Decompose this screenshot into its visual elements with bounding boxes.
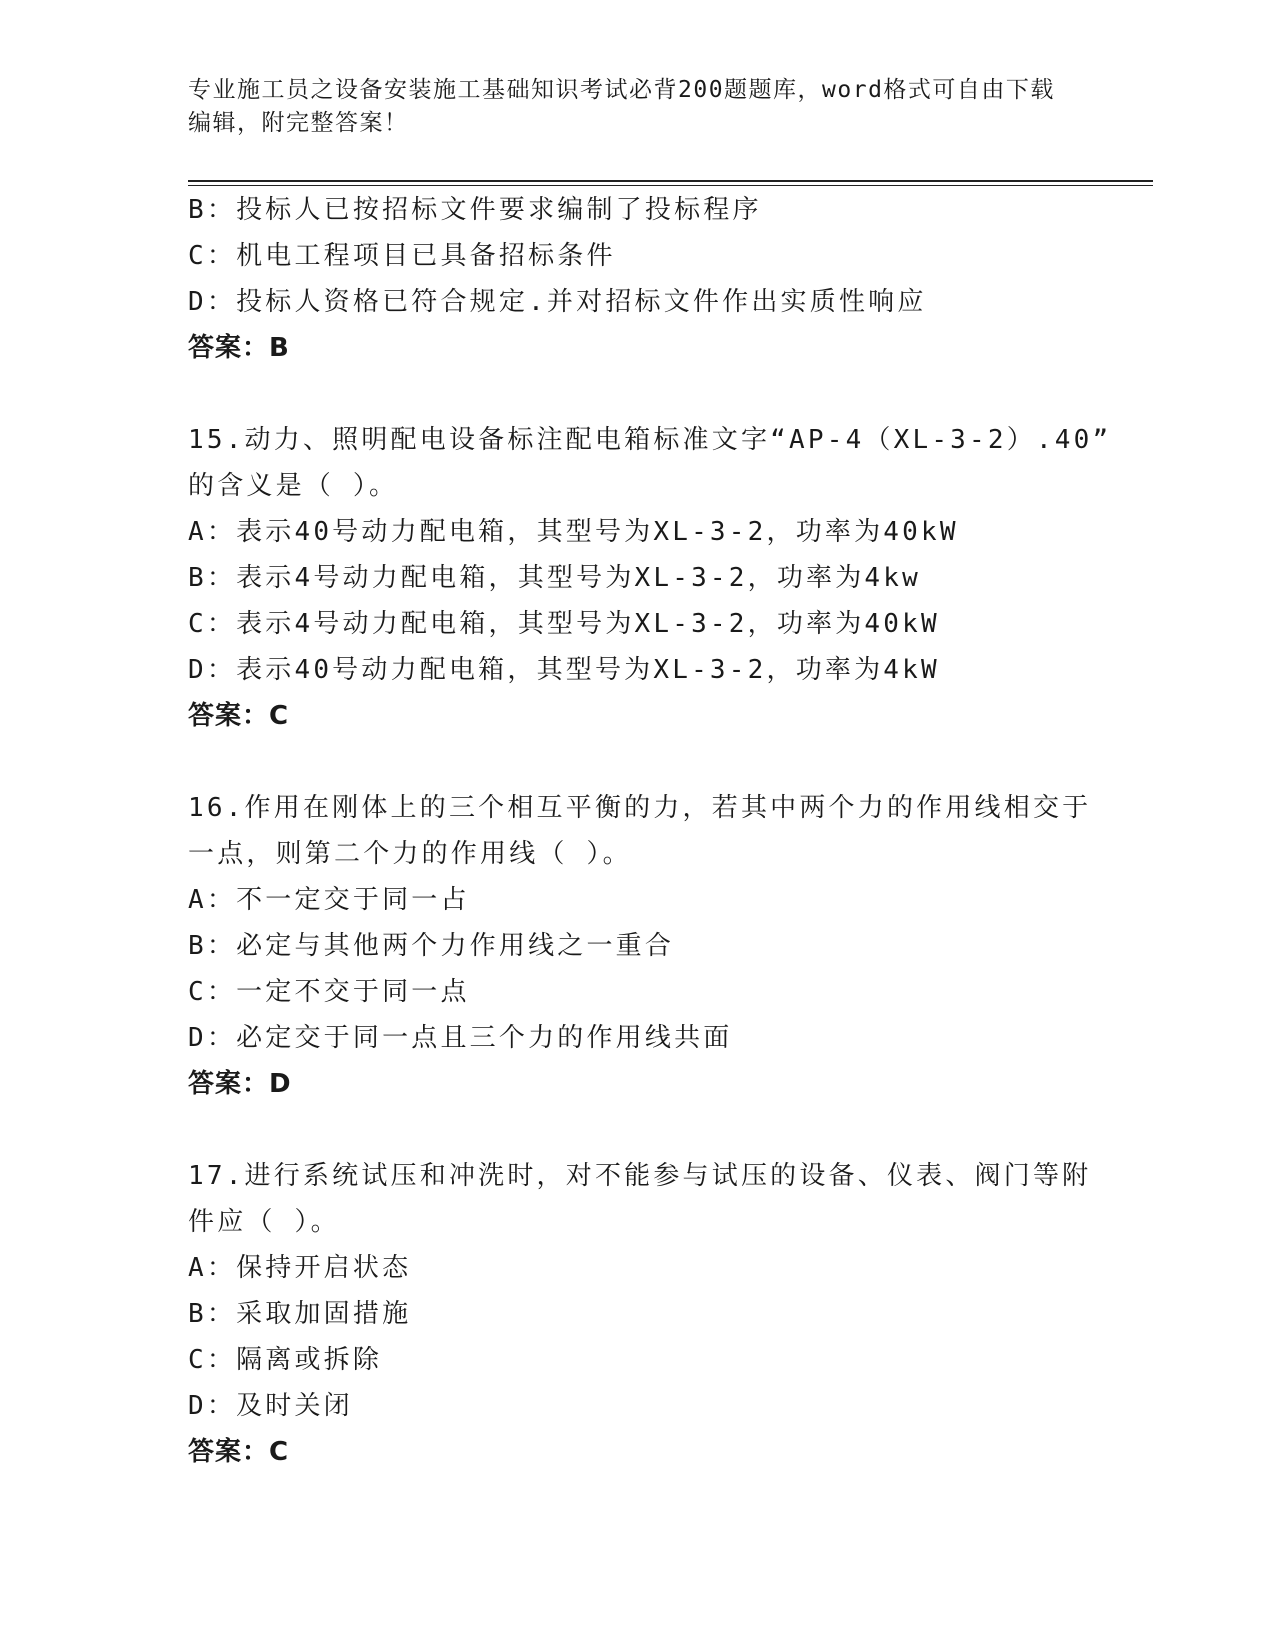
header-title-line-2: 编辑，附完整答案！ [188,110,409,136]
question-stem-line-2: 件应（ ）。 [188,1207,340,1237]
spacer [188,739,1088,785]
option-letter: D [188,1023,207,1053]
option-text: 表示40号动力配电箱，其型号为XL-3-2，功率为40kW [236,517,959,547]
option-a: A：表示40号动力配电箱，其型号为XL-3-2，功率为40kW [188,517,959,547]
option-a: A：不一定交于同一占 [188,885,470,915]
question-block-15 [188,417,1112,739]
question-stem-line-1: 17.进行系统试压和冲洗时，对不能参与试压的设备、仪表、阀门等附 [188,1161,1092,1191]
option-text: 表示4号动力配电箱，其型号为XL-3-2，功率为40kW [236,609,940,639]
spacer [188,371,1088,417]
header-divider-thin [188,185,1153,186]
option-c: C：表示4号动力配电箱，其型号为XL-3-2，功率为40kW [188,609,940,639]
question-block-prev [188,187,1088,371]
spacer [188,1107,1088,1153]
question-block-16 [188,785,1092,1107]
option-d: D：投标人资格已符合规定.并对招标文件作出实质性响应 [188,287,927,317]
option-letter: B [188,931,207,961]
header-divider-thick [188,180,1153,182]
option-c: C：机电工程项目已具备招标条件 [188,241,616,271]
question-stem-line-2: 的含义是（ ）。 [188,471,399,501]
option-text: 保持开启状态 [236,1253,412,1283]
option-a: A：保持开启状态 [188,1253,412,1283]
option-text: 必定交于同一点且三个力的作用线共面 [236,1023,733,1053]
answer-line [188,1061,1088,1107]
option-text: 隔离或拆除 [236,1345,383,1375]
option-d: D：及时关闭 [188,1391,353,1421]
answer-value: C [269,1437,292,1467]
answer-line [188,1429,1088,1475]
option-text: 不一定交于同一占 [236,885,470,915]
answer-value: C [269,701,292,731]
question-list [188,187,1112,1475]
option-d: D：表示40号动力配电箱，其型号为XL-3-2，功率为4kW [188,655,940,685]
document-header [188,74,1088,140]
option-b: B：采取加固措施 [188,1299,412,1329]
option-text: 一定不交于同一点 [236,977,470,1007]
option-text: 投标人已按招标文件要求编制了投标程序 [236,195,762,225]
option-text: 投标人资格已符合规定.并对招标文件作出实质性响应 [236,287,927,317]
option-text: 及时关闭 [236,1391,353,1421]
option-letter: A [188,885,207,915]
question-block-17 [188,1153,1092,1475]
option-text: 采取加固措施 [236,1299,412,1329]
option-letter: C [188,1345,207,1375]
option-b: B：表示4号动力配电箱，其型号为XL-3-2，功率为4kw [188,563,921,593]
answer-label: 答案： [188,1437,270,1467]
answer-value: D [269,1069,294,1099]
question-stem-line-1: 15.动力、照明配电设备标注配电箱标准文字“AP-4（XL-3-2）.40” [188,425,1112,455]
option-letter: B [188,195,207,225]
option-d: D：必定交于同一点且三个力的作用线共面 [188,1023,733,1053]
option-letter: A [188,517,207,547]
header-title-line-1: 专业施工员之设备安装施工基础知识考试必背200题题库，word格式可自由下载 [188,77,1055,103]
option-letter: C [188,241,207,271]
answer-line [188,325,1088,371]
option-letter: C [188,609,207,639]
answer-label: 答案： [188,1069,270,1099]
option-letter: D [188,655,207,685]
option-letter: B [188,563,207,593]
option-text: 表示40号动力配电箱，其型号为XL-3-2，功率为4kW [236,655,940,685]
answer-label: 答案： [188,701,270,731]
option-letter: A [188,1253,207,1283]
option-letter: B [188,1299,207,1329]
option-c: C：一定不交于同一点 [188,977,470,1007]
question-stem-line-2: 一点，则第二个力的作用线（ ）。 [188,839,632,869]
option-b: B：必定与其他两个力作用线之一重合 [188,931,675,961]
option-text: 必定与其他两个力作用线之一重合 [236,931,675,961]
answer-value: B [269,333,293,363]
answer-label: 答案： [188,333,270,363]
option-letter: D [188,1391,207,1421]
question-stem-line-1: 16.作用在刚体上的三个相互平衡的力，若其中两个力的作用线相交于 [188,793,1092,823]
answer-line [188,693,1088,739]
option-letter: D [188,287,207,317]
option-text: 表示4号动力配电箱，其型号为XL-3-2，功率为4kw [236,563,921,593]
option-letter: C [188,977,207,1007]
option-text: 机电工程项目已具备招标条件 [236,241,616,271]
option-c: C：隔离或拆除 [188,1345,383,1375]
option-b: B：投标人已按招标文件要求编制了投标程序 [188,195,762,225]
